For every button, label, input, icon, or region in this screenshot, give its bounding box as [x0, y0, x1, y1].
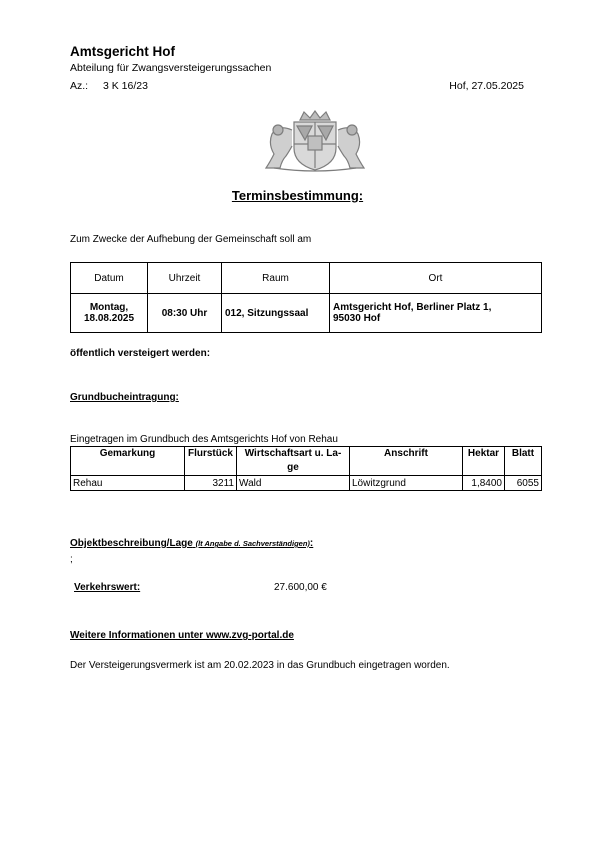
header-blatt: Blatt [505, 447, 542, 476]
cell-gemarkung: Rehau [71, 476, 185, 491]
datum-weekday: Montag, [89, 302, 129, 313]
document-title: Terminsbestimmung: [231, 188, 364, 203]
cell-raum: 012, Sitzungssaal [222, 294, 330, 333]
object-heading-colon: : [309, 538, 314, 549]
more-info-link[interactable]: Weitere Informationen unter www.zvg-portal.de [70, 630, 294, 641]
land-register-intro: Eingetragen im Grundbuch des Amtsgerichts Hof von Rehau [70, 434, 338, 445]
object-heading-text: Objektbeschreibung/Lage [70, 538, 193, 549]
court-name: Amtsgericht Hof [70, 44, 176, 59]
auction-date-table [70, 262, 542, 333]
cell-hektar: 1,8400 [463, 476, 505, 491]
market-value-label: Verkehrswert: [74, 582, 141, 593]
department-name: Abteilung für Zwangsversteigerungssachen [70, 62, 272, 74]
cell-wirtschaftsart: Wald [237, 476, 350, 491]
intro-text: Zum Zwecke der Aufhebung der Gemeinschaft soll am [70, 234, 312, 245]
land-register-heading: Grundbucheintragung: [70, 392, 179, 403]
header-anschrift: Anschrift [350, 447, 463, 476]
wirtschaftsart-line1: Wirtschaftsart u. La- [244, 448, 342, 459]
bavarian-coat-of-arms-icon [260, 110, 370, 172]
cell-anschrift: Löwitzgrund [350, 476, 463, 491]
object-heading-note: (lt Angabe d. Sachverständigen) [195, 539, 310, 548]
header-datum: Datum [71, 263, 148, 294]
table-header-row [71, 447, 542, 476]
header-flurstueck: Flurstück [185, 447, 237, 476]
auction-note-text: Der Versteigerungsvermerk ist am 20.02.2023 in das Grundbuch eingetragen worden. [70, 660, 450, 671]
land-register-table [70, 446, 542, 491]
header-uhrzeit: Uhrzeit [148, 263, 222, 294]
market-value: 27.600,00 € [274, 582, 327, 593]
cell-blatt: 6055 [505, 476, 542, 491]
file-number-label: Az.: [70, 80, 89, 92]
file-number: 3 K 16/23 [103, 80, 148, 92]
header-raum: Raum [222, 263, 330, 294]
cell-flurstueck: 3211 [185, 476, 237, 491]
object-description-heading [70, 538, 313, 549]
header-wirtschaftsart [237, 447, 350, 476]
wirtschaftsart-line2: ge [287, 462, 299, 473]
object-description-value: ; [70, 554, 73, 565]
cell-uhrzeit: 08:30 Uhr [148, 294, 222, 333]
table-row [71, 476, 542, 491]
header-gemarkung: Gemarkung [71, 447, 185, 476]
table-row [71, 294, 542, 333]
ort-line2: 95030 Hof [333, 313, 381, 324]
cell-datum [71, 294, 148, 333]
datum-date: 18.08.2025 [83, 313, 135, 324]
place-date: Hof, 27.05.2025 [449, 80, 524, 92]
ort-line1: Amtsgericht Hof, Berliner Platz 1, [333, 302, 492, 313]
cell-ort [330, 294, 542, 333]
auction-statement: öffentlich versteigert werden: [70, 348, 211, 359]
header-ort: Ort [330, 263, 542, 294]
header-hektar: Hektar [463, 447, 505, 476]
table-header-row [71, 263, 542, 294]
